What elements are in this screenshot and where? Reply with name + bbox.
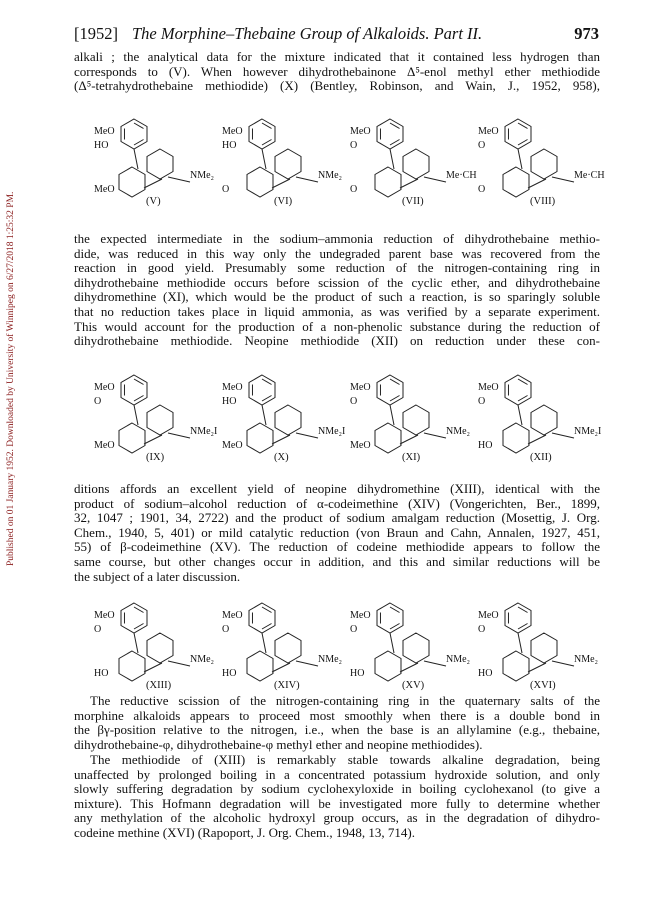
structure-3-0	[94, 603, 214, 691]
compound-label: (IX)	[146, 452, 165, 463]
structure-row-3	[74, 588, 600, 692]
group-label: MeO	[222, 610, 243, 621]
download-notice-text: Published on 01 January 1952. Downloaded by University of Winnipeg on 6/27/2018 1:25:32 PM.	[6, 191, 16, 566]
running-header	[74, 24, 599, 46]
structure-1-2	[350, 119, 477, 207]
text-line: mixture). This Hofmann degradation will be investigated more fully to determine whether	[74, 795, 600, 811]
group-label: MeO	[94, 126, 115, 137]
compound-label: (V)	[146, 196, 161, 207]
text-line: the βγ-position relative to the nitrogen, i.e., when the base is an allylamine (e.g., thebaine,	[74, 722, 600, 738]
group-label: NMe₂I	[190, 426, 218, 437]
text-line: product of sodium–alcohol reduction of α-codeimethine (XIV) (Vongerichten, Ber., 1899,	[74, 495, 600, 511]
group-label: NMe₂	[446, 426, 471, 437]
group-label: NMe₂I	[574, 426, 602, 437]
group-label: NMe₂I	[318, 426, 346, 437]
group-label: O	[478, 396, 486, 407]
ring-c	[247, 651, 273, 681]
structure-row-2	[74, 360, 600, 478]
structure-row-1	[74, 104, 605, 226]
group-label: Me·CH	[574, 170, 605, 181]
text-line: dihydrothebaine-φ, dihydrothebaine-φ methyl ether and neopine methiodides).	[74, 736, 483, 752]
text-line: The methiodide of (XIII) is remarkably stable towards alkaline degradation, being	[90, 752, 600, 767]
compound-label: (X)	[274, 452, 289, 463]
group-label: HO	[478, 668, 493, 679]
ring-b	[275, 149, 301, 179]
text-line: alkali ; the analytical data for the mixture indicated that it contained less hydrogen than	[74, 49, 600, 64]
ring-c	[375, 423, 401, 453]
text-line: 32, 1047 ; 1901, 34, 2722) and the product of sodium amalgam reduction (Mosettig, J. Org.	[74, 510, 600, 526]
group-label: MeO	[350, 610, 371, 621]
ring-c	[119, 423, 145, 453]
ring-b	[275, 633, 301, 663]
text-line: codeine methine (XVI) (Rapoport, J. Org. Chem., 1948, 13, 714).	[74, 824, 415, 840]
compound-label: (VI)	[274, 196, 293, 207]
compound-label: (XI)	[402, 452, 421, 463]
text-line: Chem., 1940, 5, 401) or mild catalytic reduction (von Braun and Cahn, Annalen, 1927, 451,	[74, 524, 600, 540]
group-label: MeO	[478, 126, 499, 137]
text-line: The reductive scission of the nitrogen-containing ring in the quaternary salts of the	[90, 693, 600, 708]
text-line: This would account for the production of a non-phenolic substance during the reduction of	[74, 318, 600, 334]
structure-1-1	[222, 119, 342, 207]
group-label: O	[478, 140, 486, 151]
group-label: O	[478, 184, 486, 195]
text-line: dihydrothebaine methiodide. Neopine methiodide (XII) on reduction under these con-	[74, 333, 600, 349]
page-number: 973	[574, 24, 599, 43]
ring-b	[403, 405, 429, 435]
group-label: O	[222, 624, 230, 635]
text-line: same course, but other changes occur in addition, and this and similar reductions will be	[74, 553, 600, 569]
group-label: Me·CH	[446, 170, 477, 181]
paragraph-3	[74, 482, 600, 584]
group-label: HO	[222, 396, 237, 407]
text-line: dide, was reduced in this way only the undegraded parent base was recovered from the	[74, 245, 600, 261]
group-label: NMe₂	[318, 654, 343, 665]
group-label: HO	[350, 668, 365, 679]
ring-b	[531, 633, 557, 663]
group-label: MeO	[478, 382, 499, 393]
header-title: The Morphine–Thebaine Group of Alkaloids. Part II.	[132, 24, 483, 43]
ring-b	[147, 405, 173, 435]
ring-c	[503, 167, 529, 197]
text-line: unaffected by prolonged boiling in a concentrated potassium hydroxide solution, and only	[74, 766, 600, 782]
ring-c	[247, 423, 273, 453]
group-label: O	[350, 184, 358, 195]
group-label: MeO	[222, 382, 243, 393]
structure-2-0	[94, 375, 217, 463]
group-label: O	[94, 396, 102, 407]
ring-b	[147, 633, 173, 663]
paragraph-2	[74, 232, 600, 349]
structure-2-1	[222, 375, 345, 463]
group-label: O	[478, 624, 486, 635]
ring-c	[119, 167, 145, 197]
group-label: MeO	[350, 126, 371, 137]
text-line: slowly suffering degradation by sodium cyclohexyloxide in boiling cyclohexanol (to give a	[74, 781, 600, 797]
group-label: NMe₂	[318, 170, 343, 181]
group-label: O	[350, 624, 358, 635]
text-line: ditions affords an excellent yield of neopine dihydromethine (XIII), identical with the	[74, 481, 600, 496]
text-line: corresponds to (V). When however dihydrothebainone Δ⁵-enol methyl ether methiodide	[74, 63, 600, 79]
group-label: MeO	[94, 382, 115, 393]
text-line: morphine alkaloids appears to proceed most smoothly when there is a double bond in	[74, 707, 600, 723]
structure-2-2	[350, 375, 470, 463]
text-line: dihydromethine (XI), which would be the product of such a reaction, is so sparingly soluble	[74, 289, 600, 305]
text-line: reaction in good yield. Presumably some reduction of the nitrogen-containing ring in	[74, 260, 600, 276]
ring-b	[147, 149, 173, 179]
compound-label: (XVI)	[530, 680, 556, 691]
group-label: HO	[222, 140, 237, 151]
text-line: 55) of β-codeimethine (XV). The reduction of codeine methiodide appears to follow the	[74, 539, 600, 555]
ring-b	[403, 633, 429, 663]
group-label: NMe₂	[190, 170, 215, 181]
group-label: HO	[478, 440, 493, 451]
group-label: HO	[222, 668, 237, 679]
compound-label: (XV)	[402, 680, 425, 691]
header-year: [1952]	[74, 24, 118, 43]
ring-c	[375, 651, 401, 681]
group-label: MeO	[350, 440, 371, 451]
ring-b	[403, 149, 429, 179]
group-label: NMe₂	[574, 654, 599, 665]
text-line: dihydrothebaine methiodide occurs before scission of the cyclic ether, and dihydrothebaine	[74, 274, 600, 290]
compound-label: (XII)	[530, 452, 552, 463]
text-line: the expected intermediate in the sodium–ammonia reduction of dihydrothebaine methio-	[74, 231, 600, 246]
paragraph-4	[74, 694, 600, 752]
compound-label: (XIV)	[274, 680, 300, 691]
compound-label: (XIII)	[146, 680, 172, 691]
ring-c	[119, 651, 145, 681]
ring-c	[375, 167, 401, 197]
ring-c	[247, 167, 273, 197]
compound-label: (VIII)	[530, 196, 556, 207]
paragraph-5	[74, 753, 600, 841]
group-label: MeO	[94, 184, 115, 195]
download-notice	[2, 90, 18, 570]
ring-b	[531, 405, 557, 435]
structure-figure-2	[74, 360, 600, 478]
group-label: MeO	[94, 440, 115, 451]
group-label: HO	[94, 140, 109, 151]
group-label: O	[350, 396, 358, 407]
paragraph-1	[74, 50, 600, 94]
group-label: O	[222, 184, 230, 195]
group-label: MeO	[222, 440, 243, 451]
ring-c	[503, 651, 529, 681]
ring-b	[275, 405, 301, 435]
group-label: NMe₂	[190, 654, 215, 665]
structure-3-2	[350, 603, 470, 691]
text-line: that no reduction takes place in liquid ammonia, as was verified by a separate experiment.	[74, 303, 600, 319]
group-label: MeO	[478, 610, 499, 621]
group-label: MeO	[94, 610, 115, 621]
text-line: any methylation of the alcoholic hydroxyl group occurs, as in the degradation of dihydro-	[74, 810, 600, 826]
ring-c	[503, 423, 529, 453]
group-label: NMe₂	[446, 654, 471, 665]
group-label: HO	[94, 668, 109, 679]
structure-figure-1	[74, 104, 605, 226]
structure-3-3	[478, 603, 598, 691]
group-label: O	[94, 624, 102, 635]
structure-1-3	[478, 119, 605, 207]
structure-figure-3	[74, 588, 600, 692]
text-line: (Δ⁵-tetrahydrothebaine methiodide) (X) (Bentley, Robinson, and Wain, J., 1952, 958),	[74, 78, 600, 94]
structure-2-3	[478, 375, 601, 463]
structure-3-1	[222, 603, 342, 691]
compound-label: (VII)	[402, 196, 424, 207]
structure-1-0	[94, 119, 214, 207]
ring-b	[531, 149, 557, 179]
group-label: O	[350, 140, 358, 151]
text-line: the subject of a later discussion.	[74, 568, 241, 584]
group-label: MeO	[350, 382, 371, 393]
group-label: MeO	[222, 126, 243, 137]
